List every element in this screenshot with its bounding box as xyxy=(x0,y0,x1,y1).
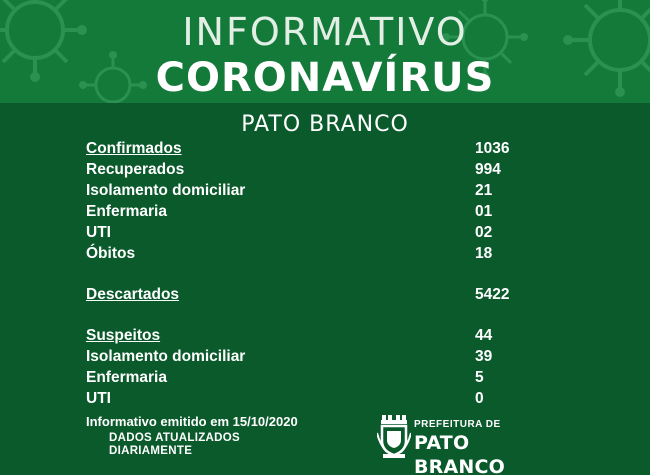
stat-label: Recuperados xyxy=(86,161,185,178)
stat-value: 0 xyxy=(475,390,484,407)
stat-value: 5 xyxy=(475,369,484,386)
stat-row-icu xyxy=(86,222,566,243)
daily-update-line1: DADOS ATUALIZADOS xyxy=(109,432,240,444)
stat-label: Isolamento domiciliar xyxy=(86,348,246,365)
stat-row-suspected-home-isolation xyxy=(86,346,566,367)
stat-value: 1036 xyxy=(475,140,510,157)
stat-label: Confirmados xyxy=(86,140,182,157)
title-coronavirus: CORONAVÍRUS xyxy=(155,55,495,101)
daily-update-line2: DIARIAMENTE xyxy=(109,445,193,457)
stat-row-confirmed xyxy=(86,138,566,159)
stat-value: 21 xyxy=(475,182,493,199)
stat-value: 39 xyxy=(475,348,493,365)
stat-value: 01 xyxy=(475,203,493,220)
title-informativo: INFORMATIVO xyxy=(182,10,468,54)
city-name: PATO BRANCO xyxy=(241,112,409,137)
header-band xyxy=(0,0,650,103)
stat-label: Suspeitos xyxy=(86,327,161,344)
stat-label: Isolamento domiciliar xyxy=(86,182,246,199)
stat-label: Descartados xyxy=(86,286,180,303)
stat-row-ward xyxy=(86,201,566,222)
logo-prefeitura-text: PREFEITURA DE xyxy=(414,419,501,430)
prefeitura-logo xyxy=(377,413,557,475)
stat-row-deaths xyxy=(86,243,566,264)
stat-row-home-isolation xyxy=(86,180,566,201)
stat-row-suspected xyxy=(86,325,566,346)
stat-value: 994 xyxy=(475,161,501,178)
stat-value: 02 xyxy=(475,224,493,241)
stat-row-recovered xyxy=(86,159,566,180)
stat-label: Enfermaria xyxy=(86,369,167,386)
stat-value: 5422 xyxy=(475,286,510,303)
stat-label: Óbitos xyxy=(86,245,136,262)
issued-date-note: Informativo emitido em 15/10/2020 xyxy=(86,414,298,429)
stat-value: 18 xyxy=(475,245,493,262)
stat-label: UTI xyxy=(86,390,111,407)
stat-row-discarded xyxy=(86,284,566,305)
stat-label: UTI xyxy=(86,224,111,241)
city-crest-icon xyxy=(377,415,411,459)
logo-city-text: PATO BRANCO xyxy=(414,432,506,475)
stat-value: 44 xyxy=(475,327,493,344)
daily-update-note xyxy=(109,432,240,458)
stat-row-suspected-icu xyxy=(86,388,566,409)
stat-row-suspected-ward xyxy=(86,367,566,388)
stat-label: Enfermaria xyxy=(86,203,167,220)
